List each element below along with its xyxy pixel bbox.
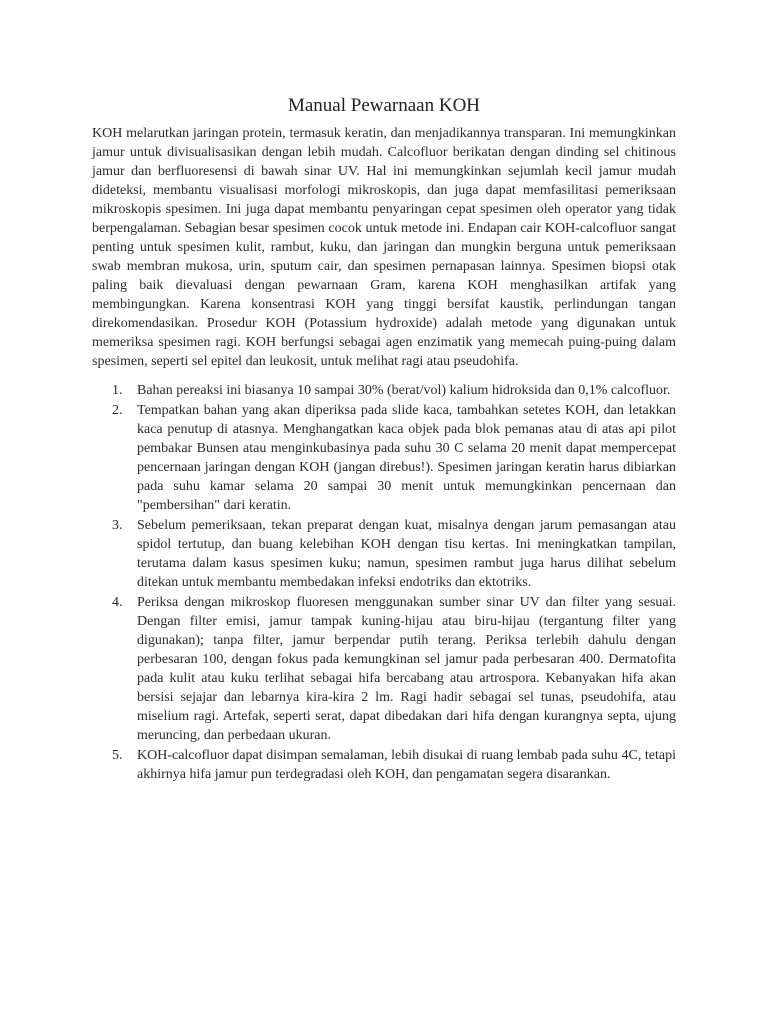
step-text: Bahan pereaksi ini biasanya 10 sampai 30% (berat/vol) kalium hidroksida dan 0,1% calcofluor. <box>137 383 671 398</box>
procedure-steps-list <box>92 381 676 784</box>
list-item <box>92 593 676 745</box>
step-text: Sebelum pemeriksaan, tekan preparat dengan kuat, misalnya dengan jarum pemasangan atau spidol tertutup, dan buang kelebihan KOH dengan tisu kertas. Ini meningkatkan tampilan, terutama dalam kasus spesimen kuku; namun, spesimen rambut juga harus dilihat sebelum ditekan untuk membantu membedakan infeksi endotriks dan ektotriks. <box>137 518 676 590</box>
step-number: 4. <box>112 595 123 610</box>
list-item <box>92 401 676 515</box>
step-text: KOH-calcofluor dapat disimpan semalaman, lebih disukai di ruang lembab pada suhu 4C, tetapi akhirnya hifa jamur pun terdegradasi oleh KOH, dan pengamatan segera disarankan. <box>137 748 676 782</box>
step-text: Tempatkan bahan yang akan diperiksa pada slide kaca, tambahkan setetes KOH, dan letakkan kaca penutup di atasnya. Menghangatkan kaca objek pada blok pemanas atau di atas api pilot pembakar Bunsen atau menginkubasinya pada suhu 30 C selama 20 menit dapat mempercepat pencernaan jaringan dengan KOH (jangan direbus!). Spesimen jaringan keratin harus dibiarkan pada suhu kamar selama 20 sampai 30 menit untuk memungkinkan pencernaan dan "pembersihan" dari keratin. <box>137 403 676 513</box>
step-number: 3. <box>112 518 123 533</box>
intro-paragraph: KOH melarutkan jaringan protein, termasuk keratin, dan menjadikannya transparan. Ini memungkinkan jamur untuk divisualisasikan dengan lebih mudah. Calcofluor berikatan dengan dinding sel chitinous jamur dan berfluoresensi di bawah sinar UV. Hal ini memungkinkan sejumlah kecil jamur mudah dideteksi, membantu visualisasi morfologi mikroskopis, dan juga dapat memfasilitasi pemeriksaan mikroskopis spesimen. Ini juga dapat membantu penyaringan cepat spesimen oleh operator yang tidak berpengalaman. Sebagian besar spesimen cocok untuk metode ini. Endapan cair KOH-calcofluor sangat penting untuk spesimen kulit, rambut, kuku, dan jaringan dan mungkin berguna untuk pemeriksaan swab membran mukosa, urin, sputum cair, dan spesimen pernapasan lainnya. Spesimen biopsi otak paling baik dievaluasi dengan pewarnaan Gram, karena KOH menghasilkan artifak yang membingungkan. Karena konsentrasi KOH yang tinggi bersifat kaustik, perlindungan tangan direkomendasikan. Prosedur KOH (Potassium hydroxide) adalah metode yang digunakan untuk memeriksa spesimen ragi. KOH berfungsi sebagai agen enzimatik yang memecah puing-puing dalam spesimen, seperti sel epitel dan leukosit, untuk melihat ragi atau pseudohifa. <box>92 126 676 369</box>
step-number: 1. <box>112 383 123 398</box>
document-page <box>92 94 676 785</box>
list-item <box>92 746 676 784</box>
step-text: Periksa dengan mikroskop fluoresen menggunakan sumber sinar UV dan filter yang sesuai. Dengan filter emisi, jamur tampak kuning-hijau atau biru-hijau (tergantung filter yang digunakan); tanpa filter, jamur berpendar putih terang. Periksa terlebih dahulu dengan perbesaran 100, dengan fokus pada kemungkinan sel jamur pada perbesaran 400. Dermatofita pada kulit atau kuku terlihat sebagai hifa bercabang atau artrospora. Kebanyakan hifa akan bersisi sejajar dan lebarnya kira-kira 2 lm. Ragi hadir sebagai sel tunas, pseudohifa, atau miselium ragi. Artefak, seperti serat, dapat dibedakan dari hifa dengan kurangnya septa, ujung meruncing, dan perbedaan ukuran. <box>137 595 676 743</box>
list-item <box>92 381 676 400</box>
step-number: 5. <box>112 748 123 763</box>
page-title: Manual Pewarnaan KOH <box>287 95 481 116</box>
step-number: 2. <box>112 403 123 418</box>
list-item <box>92 516 676 592</box>
